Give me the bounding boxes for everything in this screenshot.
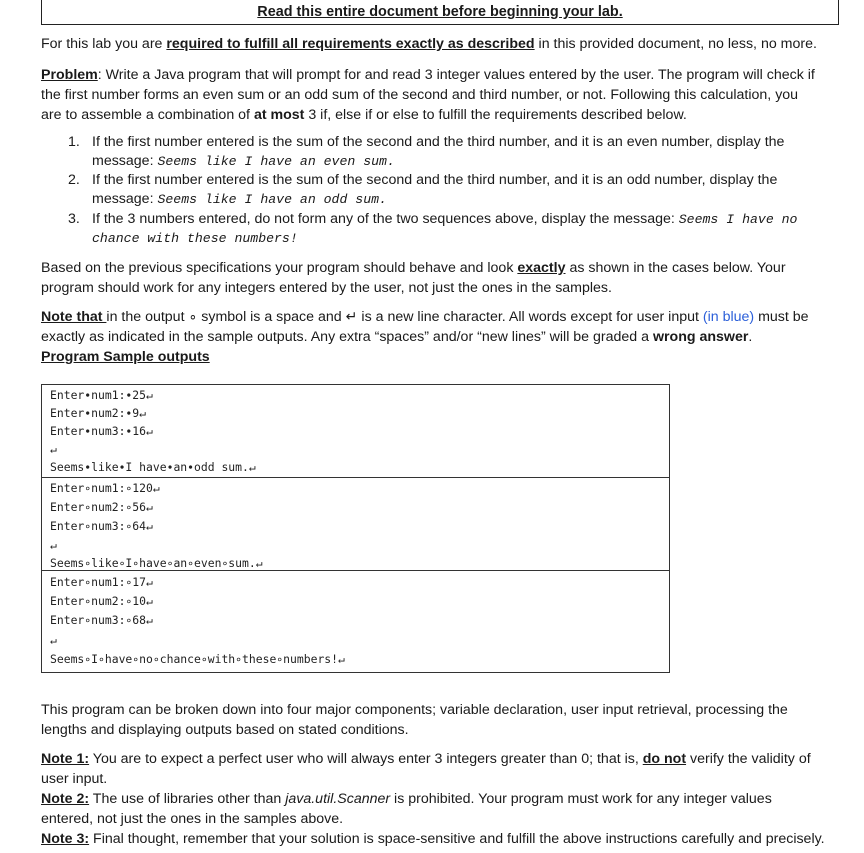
behavior-text-end: as shown in the cases below. Your — [565, 260, 786, 276]
components-line-2: lengths and displaying outputs based on stated conditions. — [41, 722, 409, 738]
output-line: ↵ — [50, 633, 57, 647]
requirement-text: If the first number entered is the sum of the second and the third number, and it is an odd number, display the — [92, 172, 778, 188]
note-3-text: Final thought, remember that your solution is space-sensitive and fulfill the above instructions carefully and precisely. — [89, 831, 825, 847]
output-line: Enter∘num1:∘17↵ — [50, 575, 153, 589]
requirement-message: Seems I have no — [678, 212, 798, 227]
note-1-line-2: user input. — [41, 771, 108, 787]
sample-outputs-table — [41, 384, 670, 673]
note-1-do-not: do not — [642, 751, 687, 767]
components-line-1: This program can be broken down into four major components; variable declaration, user input retrieval, processing the — [41, 702, 788, 718]
problem-line-3-end: 3 if, else if or else to fulfill the requirements described below. — [304, 107, 687, 123]
output-line: ↵ — [50, 538, 57, 552]
requirement-number: 1. — [68, 134, 80, 150]
document-title: Read this entire document before beginning your lab. — [257, 4, 623, 20]
output-line: Enter∙num3:∙16↵ — [50, 424, 153, 438]
intro-emphasis: required to fulfill all requirements exactly as described — [166, 36, 535, 52]
note-wrong-answer: wrong answer — [652, 329, 749, 345]
problem-line-1: : Write a Java program that will prompt for and read 3 integer values entered by the user. The program will check if — [97, 67, 815, 83]
requirement-text: If the 3 numbers entered, do not form any of the two sequences above, display the message: — [92, 211, 679, 227]
samples-heading: Program Sample outputs — [41, 349, 210, 365]
note-1-text: You are to expect a perfect user who will always enter 3 integers greater than 0; that is, — [89, 751, 643, 767]
output-line: Seems∙like∙I have∙an∙odd sum.↵ — [50, 460, 256, 474]
note-1-label: Note 1: — [41, 751, 90, 767]
requirement-message-cont: chance with these numbers! — [92, 231, 298, 246]
note-blue-text: (in blue) — [702, 309, 755, 325]
output-line: Enter∙num2:∙9↵ — [50, 406, 147, 420]
note-1-text-end: verify the validity of — [686, 751, 811, 767]
output-line: Enter∘num1:∘120↵ — [50, 481, 160, 495]
problem-at-most: at most — [253, 107, 305, 123]
note-label: Note that — [41, 309, 107, 325]
behavior-paragraph — [41, 258, 841, 298]
note-text-end: must be — [754, 309, 809, 325]
output-line: ↵ — [50, 442, 57, 456]
requirement-message: Seems like I have an even sum. — [157, 154, 395, 169]
note-2-label: Note 2: — [41, 791, 90, 807]
components-paragraph — [41, 700, 841, 740]
behavior-exactly: exactly — [517, 260, 566, 276]
requirement-text: If the first number entered is the sum of the second and the third number, and it is an even number, display the — [92, 134, 785, 150]
requirement-message-label: message: — [92, 153, 158, 169]
problem-line-2: the first number forms an even sum or an odd sum of the second and third number, or not. Following this calculation, you — [41, 87, 799, 103]
output-line: Enter∘num3:∘68↵ — [50, 613, 153, 627]
note-3-label: Note 3: — [41, 831, 90, 847]
title-box — [41, 0, 839, 25]
note-2-text-end: is prohibited. Your program must work for any integer values — [390, 791, 772, 807]
note-2-line-2: entered, not just the ones in the samples above. — [41, 811, 344, 827]
note-2-library: java.util.Scanner — [285, 791, 391, 807]
note-1-paragraph — [41, 749, 841, 849]
note-paragraph — [41, 307, 841, 367]
sample-output-3 — [42, 571, 669, 671]
intro-text: For this lab you are — [41, 36, 167, 52]
problem-paragraph — [41, 65, 841, 125]
problem-line-3: are to assemble a combination of — [41, 107, 254, 123]
output-line: Enter∘num2:∘56↵ — [50, 500, 153, 514]
requirement-number: 3. — [68, 211, 80, 227]
note-period: . — [748, 329, 753, 345]
problem-label: Problem — [41, 67, 98, 83]
requirement-number: 2. — [68, 172, 80, 188]
behavior-text: Based on the previous specifications your program should behave and look — [41, 260, 518, 276]
behavior-line-2: program should work for any integers entered by the user, not just the ones in the samples. — [41, 280, 612, 296]
requirement-message: Seems like I have an odd sum. — [157, 192, 387, 207]
note-text: in the output ∘ symbol is a space and ↵ is a new line character. All words except for user input — [106, 309, 703, 325]
note-line-2: exactly as indicated in the sample outputs. Any extra “spaces” and/or “new lines” will be graded a — [41, 329, 653, 345]
output-line: Enter∙num1:∙25↵ — [50, 388, 153, 402]
output-line: Seems∘I∘have∘no∘chance∘with∘these∘numbers!↵ — [50, 652, 345, 666]
sample-output-2 — [42, 478, 669, 571]
intro-text-end: in this provided document, no less, no more. — [534, 36, 817, 52]
output-line: Seems∘like∘I∘have∘an∘even∘sum.↵ — [50, 556, 263, 570]
sample-output-1 — [42, 385, 669, 478]
output-line: Enter∘num2:∘10↵ — [50, 594, 153, 608]
note-2-text: The use of libraries other than — [89, 791, 286, 807]
requirement-message-label: message: — [92, 191, 158, 207]
intro-paragraph — [41, 34, 841, 54]
output-line: Enter∘num3:∘64↵ — [50, 519, 153, 533]
